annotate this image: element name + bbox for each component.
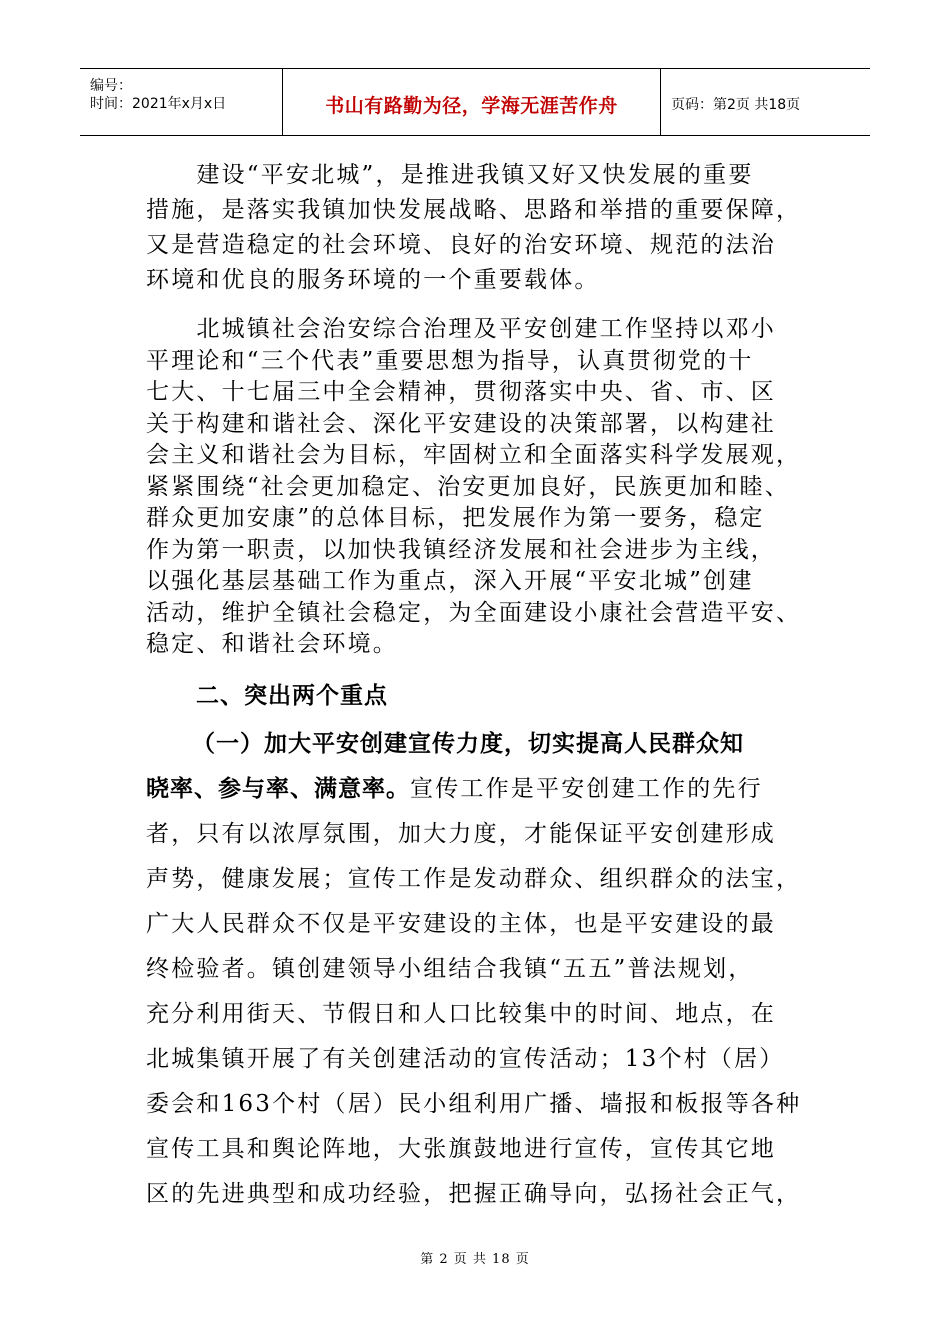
paragraph-line: 环境和优良的服务环境的一个重要载体。	[146, 267, 600, 293]
paragraph-line: 措施，是落实我镇加快发展战略、思路和举措的重要保障，	[146, 197, 802, 223]
document-number-label: 编号：	[90, 78, 132, 94]
paragraph-line: 又是营造稳定的社会环境、良好的治安环境、规范的法治	[146, 232, 776, 258]
header-motto: 书山有路勤为径，学海无涯苦作舟	[325, 94, 618, 117]
paragraph-line	[146, 767, 806, 812]
paragraph-line: 平理论和“三个代表”重要思想为指导，认真贯彻党的十	[146, 347, 754, 374]
paragraph-line: 七大、十七届三中全会精神，贯彻落实中央、省、市、区	[146, 379, 776, 405]
header-table	[80, 68, 870, 136]
paragraph-line: 声势，健康发展；宣传工作是发动群众、组织群众的法宝，	[146, 866, 802, 892]
paragraph-line: 委会和163个村（居）民小组利用广播、墙报和板报等各种	[146, 1091, 802, 1117]
page-footer: 第 2 页 共 18 页	[420, 1252, 530, 1267]
paragraph-line: 活动，维护全镇社会稳定，为全面建设小康社会营造平安、	[146, 599, 802, 626]
paragraph-line: 作为第一职责，以加快我镇经济发展和社会进步为主线，	[146, 536, 776, 563]
paragraph-line: 区的先进典型和成功经验，把握正确导向，弘扬社会正气，	[146, 1181, 802, 1207]
paragraph-line: 以强化基层基础工作为重点，深入开展“平安北城”创建	[146, 568, 754, 594]
header-motto-cell	[283, 69, 661, 135]
paragraph-line: 北城集镇开展了有关创建活动的宣传活动；13个村（居）	[146, 1046, 785, 1072]
paragraph-line: 会主义和谐社会为目标，牢固树立和全面落实科学发展观，	[146, 442, 802, 468]
paragraph-line: 充分利用街天、节假日和人口比较集中的时间、地点，在	[146, 1001, 776, 1027]
paragraph-line: 者，只有以浓厚氛围，加大力度，才能保证平安创建形成	[146, 821, 776, 847]
paragraph-line: 广大人民群众不仅是平安建设的主体，也是平安建设的最	[146, 911, 776, 937]
paragraph-line: 关于构建和谐社会、深化平安建设的决策部署，以构建社	[146, 410, 776, 437]
paragraph-line: 稳定、和谐社会环境。	[146, 631, 398, 657]
paragraph-line: 建设“平安北城”，是推进我镇又好又快发展的重要	[146, 162, 754, 188]
paragraph-2	[146, 314, 806, 661]
paragraph-line: 北城镇社会治安综合治理及平安创建工作坚持以邓小	[146, 316, 776, 342]
header-meta-cell	[80, 69, 283, 135]
paragraph-line: 紧紧围绕“社会更加稳定、治安更加良好，民族更加和睦、	[146, 473, 790, 500]
subsection-heading	[146, 722, 806, 767]
subsection-paragraph	[146, 722, 806, 1217]
subsection-heading-text: （一）加大平安创建宣传力度，切实提高人民群众知	[192, 731, 744, 757]
paragraph-line: 群众更加安康”的总体目标，把发展作为第一要务，稳定	[146, 505, 765, 531]
paragraph-text: 宣传工作是平安创建工作的先行	[410, 776, 763, 802]
subsection-heading-continued: 晓率、参与率、满意率。	[146, 776, 410, 802]
paragraph-1	[146, 158, 806, 298]
document-date-label: 时间：2021年x月x日	[90, 96, 227, 112]
section-heading: 二、突出两个重点	[196, 683, 388, 709]
paragraph-line: 终检验者。镇创建领导小组结合我镇“五五”普法规划，	[146, 956, 754, 982]
header-page-info: 页码：第2页 共18页	[671, 97, 801, 113]
paragraph-line: 宣传工具和舆论阵地，大张旗鼓地进行宣传，宣传其它地	[146, 1136, 776, 1162]
